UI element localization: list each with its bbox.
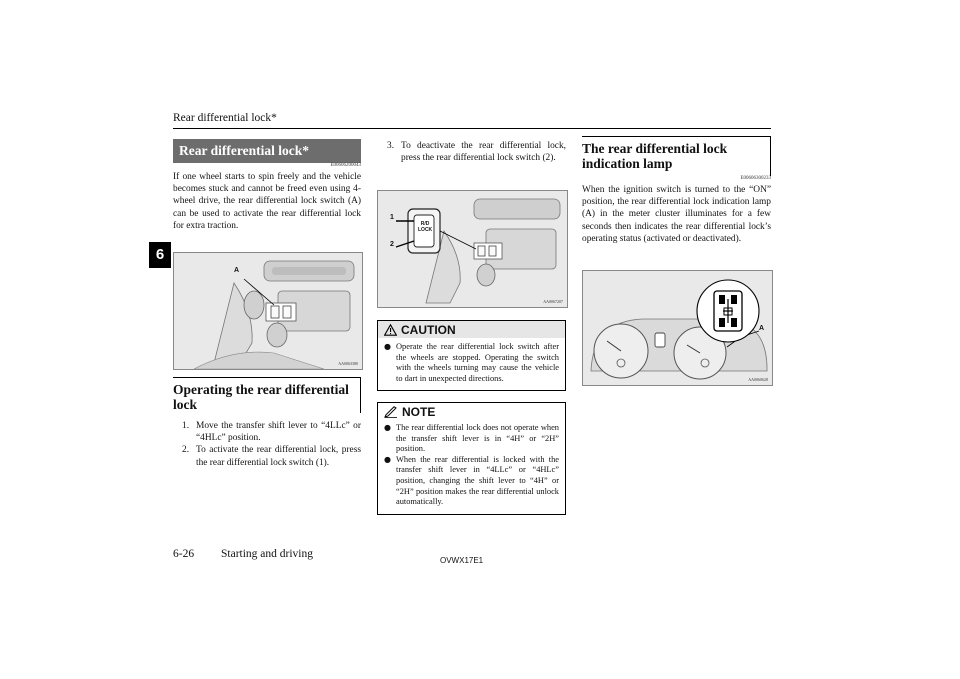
switch-operation-figure bbox=[377, 190, 568, 308]
figure-callout-2: 2 bbox=[390, 241, 394, 248]
figure-id: AA0063380 bbox=[338, 361, 358, 366]
note-header bbox=[378, 403, 565, 420]
page-number: 6-26 bbox=[173, 548, 195, 560]
running-header: Rear differential lock* bbox=[173, 112, 277, 124]
figure-id: AA0060628 bbox=[748, 377, 768, 382]
section-title: Rear differential lock* bbox=[179, 143, 309, 158]
operating-heading: Operating the rear differential lock bbox=[173, 382, 349, 412]
bullet-icon: ● bbox=[384, 423, 391, 432]
indicator-heading-box bbox=[582, 136, 771, 176]
step-item: 2. To activate the rear differential lock, press the rear differential lock switch (1). bbox=[182, 445, 361, 468]
section-title-bar bbox=[173, 139, 361, 163]
caution-box bbox=[377, 320, 566, 391]
operating-steps bbox=[182, 420, 361, 469]
note-title: NOTE bbox=[402, 404, 436, 419]
section-code: E00606200043 bbox=[330, 163, 361, 168]
switch-location-figure bbox=[173, 252, 363, 370]
section-code: E00606300233 bbox=[740, 176, 771, 181]
intro-paragraph: If one wheel starts to spin freely and the vehicle becomes stuck and cannot be freed even using 4-wheel drive, the rear differential lock switch (A) can be used to activate the rear differential lock for extra traction. bbox=[173, 172, 361, 231]
footer-section: Starting and driving bbox=[221, 548, 313, 560]
caution-header bbox=[378, 321, 565, 338]
note-item: ● The rear differential lock does not operate when the transfer shift lever is in “4H” or “2H” position. bbox=[384, 423, 559, 454]
header-rule bbox=[173, 128, 771, 129]
chapter-tab: 6 bbox=[149, 242, 171, 268]
document-code: OVWX17E1 bbox=[440, 556, 484, 565]
note-item: ● When the rear differential is locked with the transfer shift lever in “4LLc” or “4HLc” position, changing the shift lever to “4H” or “2H” position makes the rear differential unlock automatically. bbox=[384, 454, 559, 507]
bullet-icon: ● bbox=[384, 342, 391, 351]
caution-title: CAUTION bbox=[401, 322, 456, 337]
note-box bbox=[377, 402, 566, 515]
figure-callout-a: A bbox=[234, 267, 240, 274]
bullet-icon: ● bbox=[384, 454, 391, 464]
warning-icon bbox=[384, 324, 397, 336]
figure-callout-a: A bbox=[759, 325, 765, 332]
step3-list bbox=[387, 140, 566, 164]
meter-cluster-figure bbox=[582, 270, 773, 386]
step-item: 3. To deactivate the rear differential lock, press the rear differential lock switch (2). bbox=[387, 141, 566, 164]
indicator-paragraph: When the ignition switch is turned to the “ON” position, the rear differential lock indication lamp (A) in the meter cluster illuminates for a few seconds then indicates the rear differential lock’s operating status (activated or deactivated). bbox=[582, 185, 771, 244]
caution-item: ● Operate the rear differential lock switch after the wheels are stopped. Operating the switch with the wheels turning may cause the vehicle to dart in unexpected directions. bbox=[384, 342, 559, 383]
indicator-heading: The rear differential lock indication lamp bbox=[582, 141, 728, 171]
step-item: 1. Move the transfer shift lever to “4LLc” or “4HLc” position. bbox=[182, 421, 361, 444]
operating-heading-box bbox=[173, 377, 361, 413]
note-pencil-icon bbox=[384, 406, 398, 418]
figure-id: AA0067207 bbox=[543, 299, 563, 304]
switch-legend: R/D LOCK bbox=[418, 221, 433, 233]
figure-callout-1: 1 bbox=[390, 214, 394, 221]
